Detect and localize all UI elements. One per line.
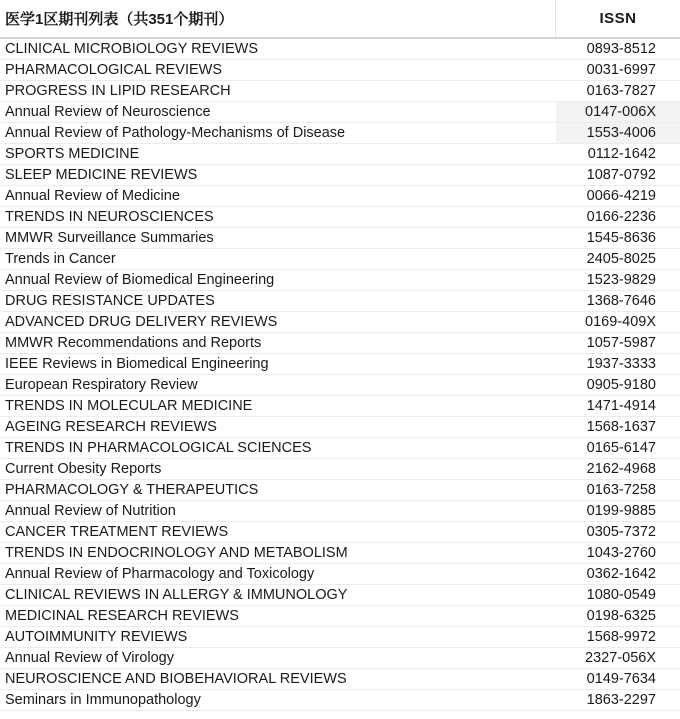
issn-cell: 1471-4914 — [586, 398, 656, 414]
journal-name-cell: Seminars in Immunopathology — [5, 692, 201, 708]
journal-name-cell: IEEE Reviews in Biomedical Engineering — [5, 356, 269, 372]
table-row — [0, 480, 680, 501]
journal-name-cell: Annual Review of Neuroscience — [5, 104, 211, 120]
journal-name-cell: Annual Review of Nutrition — [5, 503, 176, 519]
journal-name-cell: NEUROSCIENCE AND BIOBEHAVIORAL REVIEWS — [5, 671, 347, 687]
issn-cell: 1057-5987 — [586, 335, 656, 351]
journal-name-cell: TRENDS IN ENDOCRINOLOGY AND METABOLISM — [5, 545, 348, 561]
table-row — [0, 501, 680, 522]
journal-name-cell: Annual Review of Pharmacology and Toxicology — [5, 566, 315, 582]
table-row — [0, 207, 680, 228]
table-row — [0, 354, 680, 375]
issn-cell: 0163-7827 — [586, 83, 656, 99]
journal-name-cell: CLINICAL MICROBIOLOGY REVIEWS — [5, 41, 258, 57]
journal-name-cell: ADVANCED DRUG DELIVERY REVIEWS — [5, 314, 278, 330]
issn-cell: 0199-9885 — [586, 503, 656, 519]
issn-cell: 1863-2297 — [586, 692, 656, 708]
issn-cell: 0149-7634 — [586, 671, 656, 687]
issn-cell: 0198-6325 — [586, 608, 656, 624]
issn-cell: 0905-9180 — [586, 377, 656, 393]
table-row — [0, 543, 680, 564]
table-row — [0, 228, 680, 249]
table-row — [0, 438, 680, 459]
issn-cell: 1043-2760 — [586, 545, 656, 561]
journal-name-cell: TRENDS IN PHARMACOLOGICAL SCIENCES — [5, 440, 312, 456]
table-row — [0, 459, 680, 480]
issn-cell: 1568-9972 — [586, 629, 656, 645]
journal-name-cell: MEDICINAL RESEARCH REVIEWS — [5, 608, 239, 624]
table-row — [0, 312, 680, 333]
table-row — [0, 186, 680, 207]
issn-cell: 1368-7646 — [586, 293, 656, 309]
journal-name-cell: PROGRESS IN LIPID RESEARCH — [5, 83, 231, 99]
journal-name-cell: Annual Review of Virology — [5, 650, 174, 666]
table-row — [0, 291, 680, 312]
issn-cell: 2327-056X — [585, 650, 656, 666]
issn-cell: 1568-1637 — [586, 419, 656, 435]
issn-cell: 0112-1642 — [587, 146, 656, 162]
table-row — [0, 165, 680, 186]
journal-name-cell: SPORTS MEDICINE — [5, 146, 140, 162]
table-row — [0, 648, 680, 669]
issn-cell: 1523-9829 — [586, 272, 656, 288]
issn-column-header: ISSN — [599, 10, 637, 27]
table-row — [0, 60, 680, 81]
table-row — [0, 669, 680, 690]
journal-name-cell: Annual Review of Pathology-Mechanisms of Disease — [5, 125, 346, 141]
table-row — [0, 102, 680, 123]
issn-cell: 0166-2236 — [586, 209, 656, 225]
table-row — [0, 375, 680, 396]
table-row — [0, 81, 680, 102]
table-row — [0, 585, 680, 606]
issn-cell: 2162-4968 — [586, 461, 656, 477]
journal-name-cell: European Respiratory Review — [5, 377, 198, 393]
issn-cell: 0163-7258 — [586, 482, 656, 498]
journal-name-cell: SLEEP MEDICINE REVIEWS — [5, 167, 198, 183]
journal-name-cell: MMWR Recommendations and Reports — [5, 335, 262, 351]
journal-name-cell: TRENDS IN NEUROSCIENCES — [5, 209, 214, 225]
issn-cell: 1553-4006 — [556, 123, 680, 143]
issn-cell: 1087-0792 — [586, 167, 656, 183]
issn-cell: 1080-0549 — [586, 587, 656, 603]
issn-cell: 0147-006X — [556, 102, 680, 122]
table-row — [0, 270, 680, 291]
issn-cell: 0031-6997 — [586, 62, 656, 78]
journal-name-cell: CANCER TREATMENT REVIEWS — [5, 524, 229, 540]
table-row — [0, 606, 680, 627]
issn-cell: 1937-3333 — [586, 356, 656, 372]
table-row — [0, 564, 680, 585]
issn-cell: 0305-7372 — [586, 524, 656, 540]
table-row — [0, 522, 680, 543]
journal-name-cell: CLINICAL REVIEWS IN ALLERGY & IMMUNOLOGY — [5, 587, 348, 603]
journal-name-cell: AUTOIMMUNITY REVIEWS — [5, 629, 188, 645]
issn-cell: 0893-8512 — [586, 41, 656, 57]
journal-name-cell: PHARMACOLOGY & THERAPEUTICS — [5, 482, 259, 498]
table-row — [0, 123, 680, 144]
table-row — [0, 249, 680, 270]
issn-cell: 0169-409X — [585, 314, 656, 330]
journal-name-cell: Trends in Cancer — [5, 251, 116, 267]
journal-name-cell: PHARMACOLOGICAL REVIEWS — [5, 62, 223, 78]
journal-name-cell: MMWR Surveillance Summaries — [5, 230, 214, 246]
table-row — [0, 417, 680, 438]
table-row — [0, 144, 680, 165]
issn-cell: 0066-4219 — [586, 188, 656, 204]
journal-name-cell: AGEING RESEARCH REVIEWS — [5, 419, 217, 435]
issn-cell: 0362-1642 — [586, 566, 656, 582]
issn-cell: 2405-8025 — [586, 251, 656, 267]
table-row — [0, 39, 680, 60]
table-header — [0, 0, 680, 39]
issn-cell: 1545-8636 — [586, 230, 656, 246]
table-row — [0, 690, 680, 711]
table-title: 医学1区期刊列表（共351个期刊） — [0, 0, 556, 37]
table-body — [0, 39, 680, 711]
table-row — [0, 627, 680, 648]
table-row — [0, 396, 680, 417]
journal-name-cell: DRUG RESISTANCE UPDATES — [5, 293, 215, 309]
journal-name-cell: TRENDS IN MOLECULAR MEDICINE — [5, 398, 253, 414]
journal-name-cell: Current Obesity Reports — [5, 461, 162, 477]
journal-name-cell: Annual Review of Biomedical Engineering — [5, 272, 275, 288]
table-row — [0, 333, 680, 354]
issn-cell: 0165-6147 — [586, 440, 656, 456]
journal-name-cell: Annual Review of Medicine — [5, 188, 180, 204]
